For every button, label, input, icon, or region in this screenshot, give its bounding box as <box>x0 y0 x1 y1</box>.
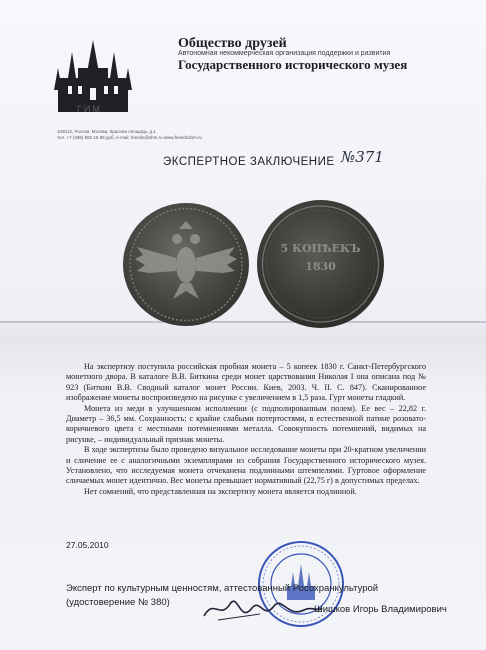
coin-reverse-text: 5 КОПѢЕКЪ 1830 <box>280 242 361 273</box>
paragraph-1: На экспертизу поступила российская пробная монета – 5 копеек 1830 г. Санкт-Петербургского монетного двора. В каталоге В.В. Биткина среди монет царствования Николая I она описана под № 923 (Биткин В.В. Сводный каталог монет России. Киев, 2003. Ч. II. С. 847). Сканированное изображение монеты воспроизведено на рисунке с увеличением в 1,5 раза. Гурт монеты гладкий. <box>66 362 426 403</box>
address-line-2: тел. +7 (495) 692 15 88 доб. e-mail: friends@shm.ru www.friendsshm.ru <box>57 135 202 140</box>
paragraph-2: Монета из меди в улучшенном исполнении (с подполированным полем). Ее вес – 22,82 г. Диаметр – 36,5 мм. Сохранность: с крайне слабыми потертостями, в естественной патине розовато-коричневого цвета с местными потемнениями металла. Совокупность потемнений, видимых на рисунке, – индивидуальный признак монеты. <box>66 403 426 444</box>
org-subtitle: Автономная некоммерческая организация поддержки и развития <box>178 50 391 57</box>
paragraph-4: Нет сомнений, что представленная на экспертизу монета является подлинной. <box>84 486 357 496</box>
coin-reverse <box>257 200 384 328</box>
org-title: Общество друзей <box>178 36 287 51</box>
signature-icon <box>200 590 325 628</box>
certificate-line: (удостоверение № 380) <box>66 597 170 608</box>
body-text <box>66 362 426 497</box>
document-date: 27.05.2010 <box>66 540 109 550</box>
paragraph-3: В ходе экспертизы было проведено визуальное исследование монеты при 20-кратном увеличении и сличение ее с аналогичными экземплярами из собрания Государственного исторического музея. Установлено, что исследуемая монета отчеканена подлинными штемпелями. Гуртовое оформление сличаемых монет идентично. Вес монеты превышает нормативный (22,75 г) в допустимых пределах. <box>66 445 426 486</box>
coin-obverse <box>123 203 249 326</box>
expert-name: Шишков Игорь Владимирович <box>314 604 447 615</box>
org-museum: Государственного исторического музея <box>178 57 408 72</box>
document-number: №371 <box>341 148 384 166</box>
document-title: ЭКСПЕРТНОЕ ЗАКЛЮЧЕНИЕ <box>163 156 335 168</box>
address-line-1: 103012, Россия, Москва, Красная площадь, д.1 <box>57 129 156 134</box>
expert-line: Эксперт по культурным ценностям, аттестованный Росохранкультурой <box>66 583 379 594</box>
double-headed-eagle-icon <box>123 203 249 326</box>
logo-text: ГИМ <box>77 104 102 114</box>
